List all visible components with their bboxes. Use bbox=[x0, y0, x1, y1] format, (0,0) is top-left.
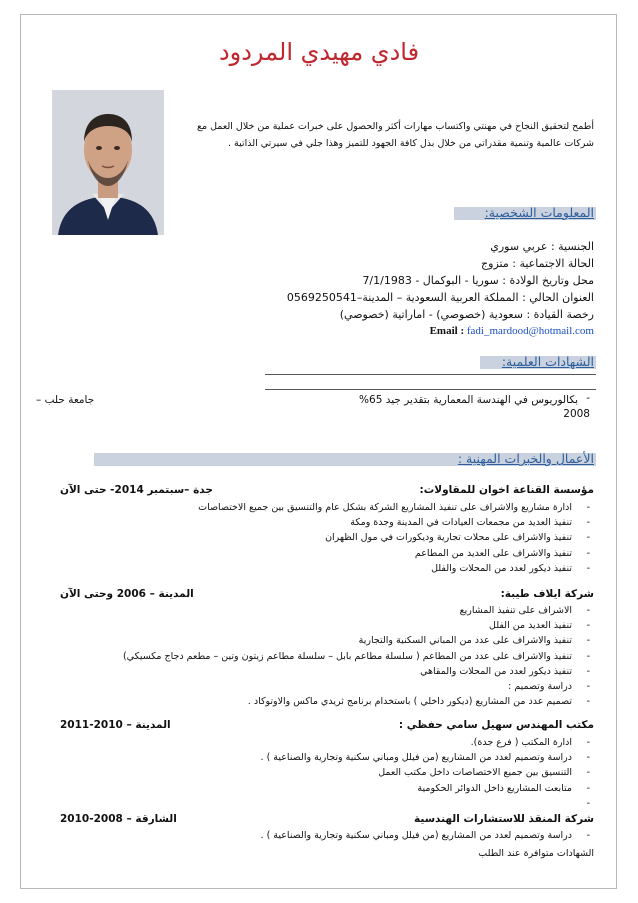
duty-item: - تنفيذ والاشراف على محلات تجارية وديكورات في مول الظهران bbox=[60, 530, 594, 545]
nationality-value: عربي سوري bbox=[490, 240, 548, 253]
duty-item: - ادارة مشاريع والاشراف على تنفيذ المشاريع الشركة بشكل عام والتنسيق بين جميع الاختصاصات bbox=[60, 500, 594, 515]
person-photo-icon bbox=[52, 90, 164, 235]
cv-name: فادي مهيدي المردود bbox=[218, 38, 420, 66]
job-company: مؤسسة القناعة اخوان للمقاولات: bbox=[419, 484, 594, 496]
job-company: شركة ايلاف طيبة: bbox=[500, 588, 594, 600]
duty-item: - متابعت المشاريع داخل الدوائر الحكومية bbox=[60, 781, 594, 796]
graduation-year: 2008 bbox=[563, 408, 590, 420]
personal-section-title: المعلومات الشخصية: bbox=[484, 205, 594, 220]
birth-value: سوريا - البوكمال - 7/1/1983 bbox=[362, 274, 499, 287]
job-header bbox=[60, 588, 594, 600]
job-period: المدينة – 2006 وحتى الآن bbox=[60, 588, 194, 600]
education-divider-2 bbox=[265, 389, 596, 390]
birth-row bbox=[287, 272, 594, 289]
address-value: المملكة العربية السعودية – المدينة–0569250541 bbox=[286, 291, 519, 304]
birth-label: محل وتاريخ الولادة : bbox=[502, 274, 594, 287]
job-duties-list bbox=[60, 828, 594, 843]
job-period: جدة –سبتمبر 2014- حتى الآن bbox=[60, 484, 213, 496]
objective-text bbox=[174, 118, 594, 152]
job-duties-list bbox=[60, 603, 594, 709]
experience-section-title: الأعمال والخبرات المهنية : bbox=[457, 451, 594, 466]
email-row bbox=[287, 323, 594, 340]
duty-item: - الاشراف على تنفيذ المشاريع bbox=[60, 603, 594, 618]
objective-line: أطمح لتحقيق النجاح في مهنتي واكتساب مهارات أكثر والحصول على خبرات عملية من خلال العمل مع bbox=[196, 121, 594, 132]
duty-item: - تنفيذ والاشراف على العديد من المطاعم bbox=[60, 546, 594, 561]
job-company: مكتب المهندس سهيل سامي حفظي : bbox=[398, 719, 594, 731]
job-header bbox=[60, 719, 594, 731]
degree-text: بكالوريوس في الهندسة المعمارية بتقدير جيد 65% bbox=[359, 394, 578, 406]
job-period: الشارقة – 2008-2010 bbox=[60, 813, 177, 825]
duty-item: - تنفيذ ديكور لعدد من المحلات والمقاهي bbox=[60, 664, 594, 679]
job-header bbox=[60, 813, 594, 825]
duty-item: - ادارة المكتب ( فرع جدة). bbox=[60, 735, 594, 750]
duty-item: - تصميم عدد من المشاريع (ديكور داخلي ) باستخدام برنامج ثريدي ماكس والاوتوكاد . bbox=[60, 694, 594, 709]
marital-value: متزوج bbox=[481, 257, 509, 270]
duty-item: - دراسة وتصميم لعدد من المشاريع (من فيلل ومباني سكنية وتجارية والصناعية ) . bbox=[60, 828, 594, 843]
job-duties-list bbox=[60, 500, 594, 576]
license-row bbox=[287, 306, 594, 323]
objective-line: شركات عالمية وتنمية مقدراتي من خلال بذل كافة الجهود للتميز وهذا جلي في سيرتي الذاتية . bbox=[227, 138, 594, 149]
email-label: Email : bbox=[429, 325, 465, 337]
duty-item: - تنفيذ العديد من مجمعات العيادات في المدينة وجدة ومكة bbox=[60, 515, 594, 530]
marital-label: الحالة الاجتماعية : bbox=[512, 257, 594, 270]
duty-item: - دراسة وتصميم لعدد من المشاريع (من فيلل ومباني سكنية وتجارية والصناعية ) . bbox=[60, 750, 594, 765]
job-company: شركة المنقذ للاستشارات الهندسية bbox=[414, 813, 594, 825]
job-header bbox=[60, 484, 594, 496]
university-text: جامعة حلب – bbox=[36, 394, 95, 406]
footer-note: الشهادات متوافرة عند الطلب bbox=[478, 848, 594, 859]
job-duties-list bbox=[60, 735, 594, 796]
job-period: المدينة – 2010-2011 bbox=[60, 719, 171, 731]
nationality-label: الجنسية : bbox=[550, 240, 594, 253]
duty-item: - التنسيق بين جميع الاختصاصات داخل مكتب العمل bbox=[60, 765, 594, 780]
license-value: سعودية (خصوصي) - اماراتية (خصوصي) bbox=[339, 308, 523, 321]
license-label: رخصة القيادة : bbox=[526, 308, 594, 321]
marital-row bbox=[287, 255, 594, 272]
education-dash: - bbox=[586, 392, 590, 404]
address-label: العنوان الحالي : bbox=[522, 291, 594, 304]
address-row bbox=[287, 289, 594, 306]
education-section-title: الشهادات العلمية: bbox=[501, 354, 594, 369]
duty-item: - دراسة وتصميم : bbox=[60, 679, 594, 694]
duty-item: - تنفيذ العديد من الفلل bbox=[60, 618, 594, 633]
duty-item: - تنفيذ والاشراف على عدد من المطاعم ( سلسلة مطاعم بابل – سلسلة مطاعم زيتون وتين – مطعم دجاج مكسيكي) bbox=[60, 649, 594, 664]
education-divider bbox=[265, 374, 596, 375]
nationality-row bbox=[287, 238, 594, 255]
email-link[interactable]: fadi_mardood@hotmail.com bbox=[466, 325, 594, 337]
personal-info bbox=[287, 238, 594, 340]
duty-item: - تنفيذ والاشراف على عدد من المباني السكنية والتجارية bbox=[60, 633, 594, 648]
duty-item: - تنفيذ ديكور لعدد من المحلات والفلل bbox=[60, 561, 594, 576]
profile-photo bbox=[52, 90, 164, 235]
